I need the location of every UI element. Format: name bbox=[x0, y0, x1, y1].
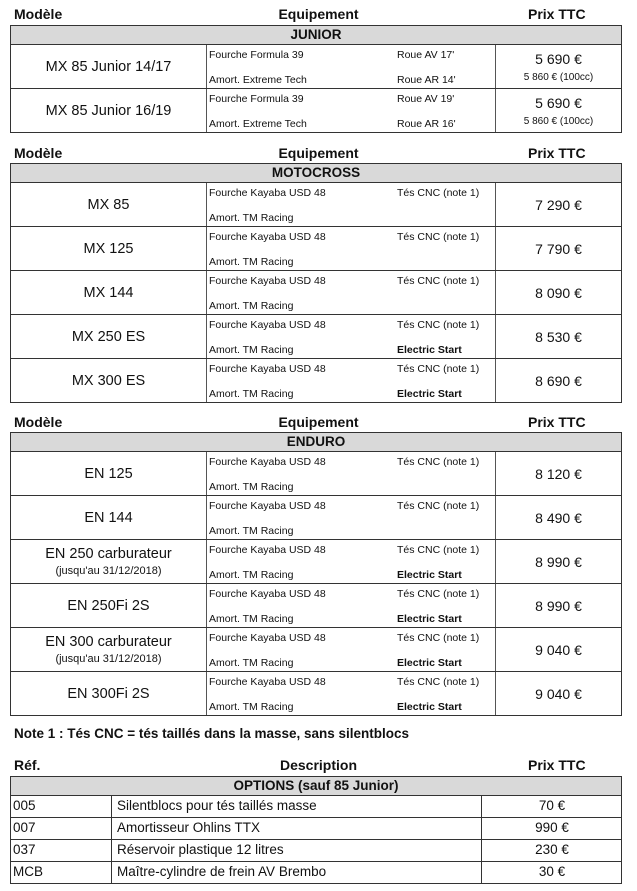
price-cell: 8 990 € bbox=[495, 584, 621, 627]
model-name: MX 85 Junior 16/19 bbox=[11, 89, 207, 132]
model-name: EN 300Fi 2S bbox=[11, 672, 207, 715]
section-enduro: ENDURO bbox=[10, 432, 622, 452]
table-row bbox=[10, 315, 622, 359]
option-description: Réservoir plastique 12 litres bbox=[111, 840, 284, 861]
table-row bbox=[10, 271, 622, 315]
equipment-cell: Fourche Kayaba USD 48 Amort. TM Racing Tés CNC (note 1) Electric Start bbox=[209, 588, 480, 625]
option-price: 230 € bbox=[481, 840, 622, 861]
header-price: Prix TTC bbox=[528, 757, 586, 773]
table-row bbox=[10, 183, 622, 227]
equipment-cell: Fourche Kayaba USD 48 Amort. TM Racing Tés CNC (note 1) Electric Start bbox=[209, 363, 480, 400]
option-price: 30 € bbox=[481, 862, 622, 883]
model-name: MX 125 bbox=[11, 227, 207, 270]
table-row bbox=[10, 584, 622, 628]
price-cell: 8 090 € bbox=[495, 271, 621, 314]
header-model: Modèle bbox=[14, 6, 63, 22]
table-row bbox=[10, 496, 622, 540]
header-model: Modèle bbox=[14, 414, 63, 430]
table-row bbox=[10, 45, 622, 89]
equipment-cell: Fourche Kayaba USD 48 Amort. TM Racing Tés CNC (note 1) bbox=[209, 500, 480, 537]
header-model: Modèle bbox=[14, 145, 63, 161]
table-row bbox=[10, 452, 622, 496]
option-ref: MCB bbox=[13, 864, 43, 879]
table-row bbox=[10, 796, 622, 818]
header-price: Prix TTC bbox=[528, 414, 586, 430]
section-motocross: MOTOCROSS bbox=[10, 163, 622, 183]
model-name: EN 125 bbox=[11, 452, 207, 495]
table-row bbox=[10, 359, 622, 403]
price-cell: 8 120 € bbox=[495, 452, 621, 495]
table-row bbox=[10, 840, 622, 862]
price-cell: 9 040 € bbox=[495, 628, 621, 671]
header-price: Prix TTC bbox=[528, 145, 586, 161]
equipment-cell: Fourche Formula 39 Amort. Extreme Tech Roue AV 19' Roue AR 16' bbox=[209, 93, 456, 130]
option-ref: 007 bbox=[13, 820, 36, 835]
header-equipement: Equipement bbox=[278, 414, 359, 430]
model-name: MX 300 ES bbox=[11, 359, 207, 402]
table-row bbox=[10, 89, 622, 133]
price-cell: 8 530 € bbox=[495, 315, 621, 358]
table-row bbox=[10, 672, 622, 716]
header-equipement: Equipement bbox=[278, 145, 359, 161]
equipment-cell: Fourche Kayaba USD 48 Amort. TM Racing Tés CNC (note 1) bbox=[209, 456, 480, 493]
option-description: Maître-cylindre de frein AV Brembo bbox=[111, 862, 326, 883]
equipment-cell: Fourche Formula 39 Amort. Extreme Tech Roue AV 17' Roue AR 14' bbox=[209, 49, 456, 86]
model-name: EN 300 carburateur (jusqu'au 31/12/2018) bbox=[11, 628, 207, 671]
model-name: MX 85 Junior 14/17 bbox=[11, 45, 207, 88]
option-description: Amortisseur Ohlins TTX bbox=[111, 818, 260, 839]
equipment-cell: Fourche Kayaba USD 48 Amort. TM Racing Tés CNC (note 1) Electric Start bbox=[209, 319, 480, 356]
equipment-cell: Fourche Kayaba USD 48 Amort. TM Racing Tés CNC (note 1) bbox=[209, 275, 480, 312]
price-cell: 8 690 € bbox=[495, 359, 621, 402]
header-ref: Réf. bbox=[14, 757, 41, 773]
model-name: EN 250 carburateur (jusqu'au 31/12/2018) bbox=[11, 540, 207, 583]
header-equipement: Equipement bbox=[278, 6, 359, 22]
price-cell: 8 990 € bbox=[495, 540, 621, 583]
option-description: Silentblocs pour tés taillés masse bbox=[111, 796, 317, 817]
price-cell: 8 490 € bbox=[495, 496, 621, 539]
equipment-cell: Fourche Kayaba USD 48 Amort. TM Racing Tés CNC (note 1) Electric Start bbox=[209, 632, 480, 669]
model-name: MX 144 bbox=[11, 271, 207, 314]
equipment-cell: Fourche Kayaba USD 48 Amort. TM Racing Tés CNC (note 1) Electric Start bbox=[209, 676, 480, 713]
header-price: Prix TTC bbox=[528, 6, 586, 22]
model-name: EN 250Fi 2S bbox=[11, 584, 207, 627]
price-cell: 5 690 € 5 860 € (100cc) bbox=[495, 89, 621, 132]
equipment-cell: Fourche Kayaba USD 48 Amort. TM Racing Tés CNC (note 1) Electric Start bbox=[209, 544, 480, 581]
equipment-cell: Fourche Kayaba USD 48 Amort. TM Racing Tés CNC (note 1) bbox=[209, 187, 480, 224]
option-ref: 005 bbox=[13, 798, 36, 813]
table-row bbox=[10, 862, 622, 884]
table-row bbox=[10, 540, 622, 584]
motocross-header bbox=[0, 143, 637, 163]
price-cell: 9 040 € bbox=[495, 672, 621, 715]
junior-header bbox=[0, 4, 637, 24]
model-name: MX 85 bbox=[11, 183, 207, 226]
equipment-cell: Fourche Kayaba USD 48 Amort. TM Racing Tés CNC (note 1) bbox=[209, 231, 480, 268]
table-row bbox=[10, 818, 622, 840]
section-options: OPTIONS (sauf 85 Junior) bbox=[10, 776, 622, 796]
option-price: 70 € bbox=[481, 796, 622, 817]
price-cell: 7 290 € bbox=[495, 183, 621, 226]
enduro-header bbox=[0, 412, 637, 432]
table-row bbox=[10, 628, 622, 672]
model-name: EN 144 bbox=[11, 496, 207, 539]
options-header bbox=[0, 755, 637, 775]
price-cell: 7 790 € bbox=[495, 227, 621, 270]
model-name: MX 250 ES bbox=[11, 315, 207, 358]
table-row bbox=[10, 227, 622, 271]
header-description: Description bbox=[279, 757, 357, 773]
price-cell: 5 690 € 5 860 € (100cc) bbox=[495, 45, 621, 88]
note-text: Note 1 : Tés CNC = tés taillés dans la masse, sans silentblocs bbox=[14, 726, 410, 741]
option-price: 990 € bbox=[481, 818, 622, 839]
option-ref: 037 bbox=[13, 842, 36, 857]
section-junior: JUNIOR bbox=[10, 25, 622, 45]
